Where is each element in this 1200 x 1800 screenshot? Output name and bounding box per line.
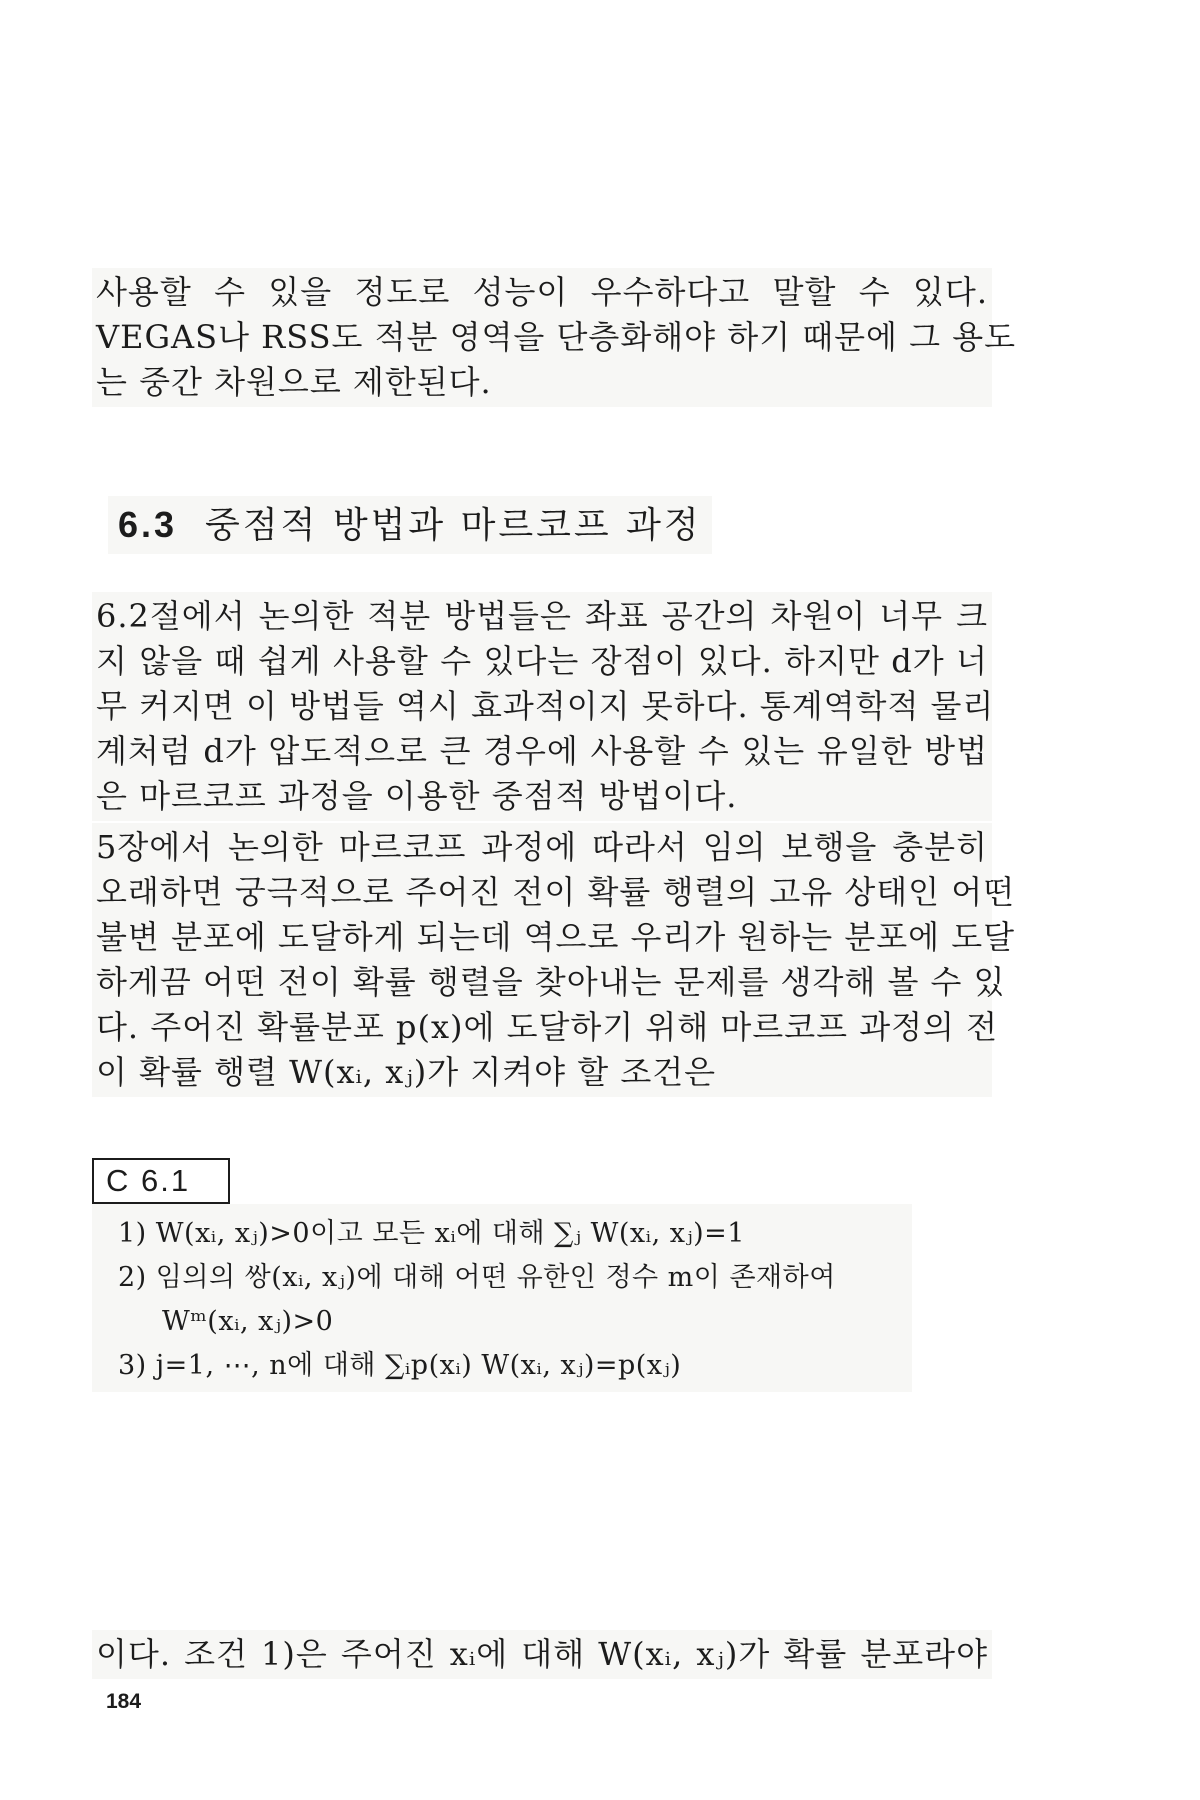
condition-list (92, 1204, 912, 1392)
section-title: 중점적 방법과 마르코프 과정 (205, 505, 702, 546)
page-number: 184 (106, 1690, 142, 1713)
text-line: 사용할 수 있을 정도로 성능이 우수하다고 말할 수 있다. (96, 273, 988, 311)
text-line: 는 중간 차원으로 제한된다. (96, 363, 492, 401)
text-line: 다. 주어진 확률분포 p(x)에 도달하기 위해 마르코프 과정의 전 (96, 1008, 999, 1046)
text-line: 5장에서 논의한 마르코프 과정에 따라서 임의 보행을 충분히 (96, 828, 988, 866)
text-line: 불변 분포에 도달하게 되는데 역으로 우리가 원하는 분포에 도달 (96, 918, 1016, 956)
text-line: VEGAS나 RSS도 적분 영역을 단층화해야 하기 때문에 그 용도 (96, 318, 1017, 356)
text-line: 오래하면 궁극적으로 주어진 전이 확률 행렬의 고유 상태인 어떤 (96, 873, 1016, 911)
text-line: 지 않을 때 쉽게 사용할 수 있다는 장점이 있다. 하지만 d가 너 (96, 642, 988, 680)
text-line: 6.2절에서 논의한 적분 방법들은 좌표 공간의 차원이 너무 크 (96, 597, 988, 635)
text-line: 이 확률 행렬 W(xᵢ, xⱼ)가 지켜야 할 조건은 (96, 1053, 717, 1091)
condition-item: 2) 임의의 쌍(xᵢ, xⱼ)에 대해 어떤 유한인 정수 m이 존재하여 (118, 1262, 836, 1293)
text-line: 이다. 조건 1)은 주어진 xᵢ에 대해 W(xᵢ, xⱼ)가 확률 분포라야 (96, 1635, 988, 1673)
text-line: 무 커지면 이 방법들 역시 효과적이지 못하다. 통계역학적 물리 (96, 687, 995, 725)
paragraph-markov (92, 823, 1016, 1097)
text-line: 계처럼 d가 압도적으로 큰 경우에 사용할 수 있는 유일한 방법 (96, 732, 988, 770)
text-line: 은 마르코프 과정을 이용한 중점적 방법이다. (96, 777, 738, 815)
section-heading (108, 496, 712, 554)
paragraph-intro (92, 268, 1017, 407)
condition-box-label: C 6.1 (92, 1158, 230, 1204)
paragraph-conclusion (92, 1630, 992, 1679)
condition-item: Wᵐ(xᵢ, xⱼ)>0 (162, 1306, 334, 1337)
paragraph-dimension (92, 592, 995, 821)
condition-item: 1) W(xᵢ, xⱼ)>0이고 모든 xᵢ에 대해 ∑ⱼ W(xᵢ, xⱼ)=1 (118, 1218, 745, 1249)
condition-item: 3) j=1, ⋯, n에 대해 ∑ᵢp(xᵢ) W(xᵢ, xⱼ)=p(xⱼ) (118, 1350, 682, 1381)
text-line: 하게끔 어떤 전이 확률 행렬을 찾아내는 문제를 생각해 볼 수 있 (96, 963, 1006, 1001)
section-number: 6.3 (118, 504, 178, 545)
